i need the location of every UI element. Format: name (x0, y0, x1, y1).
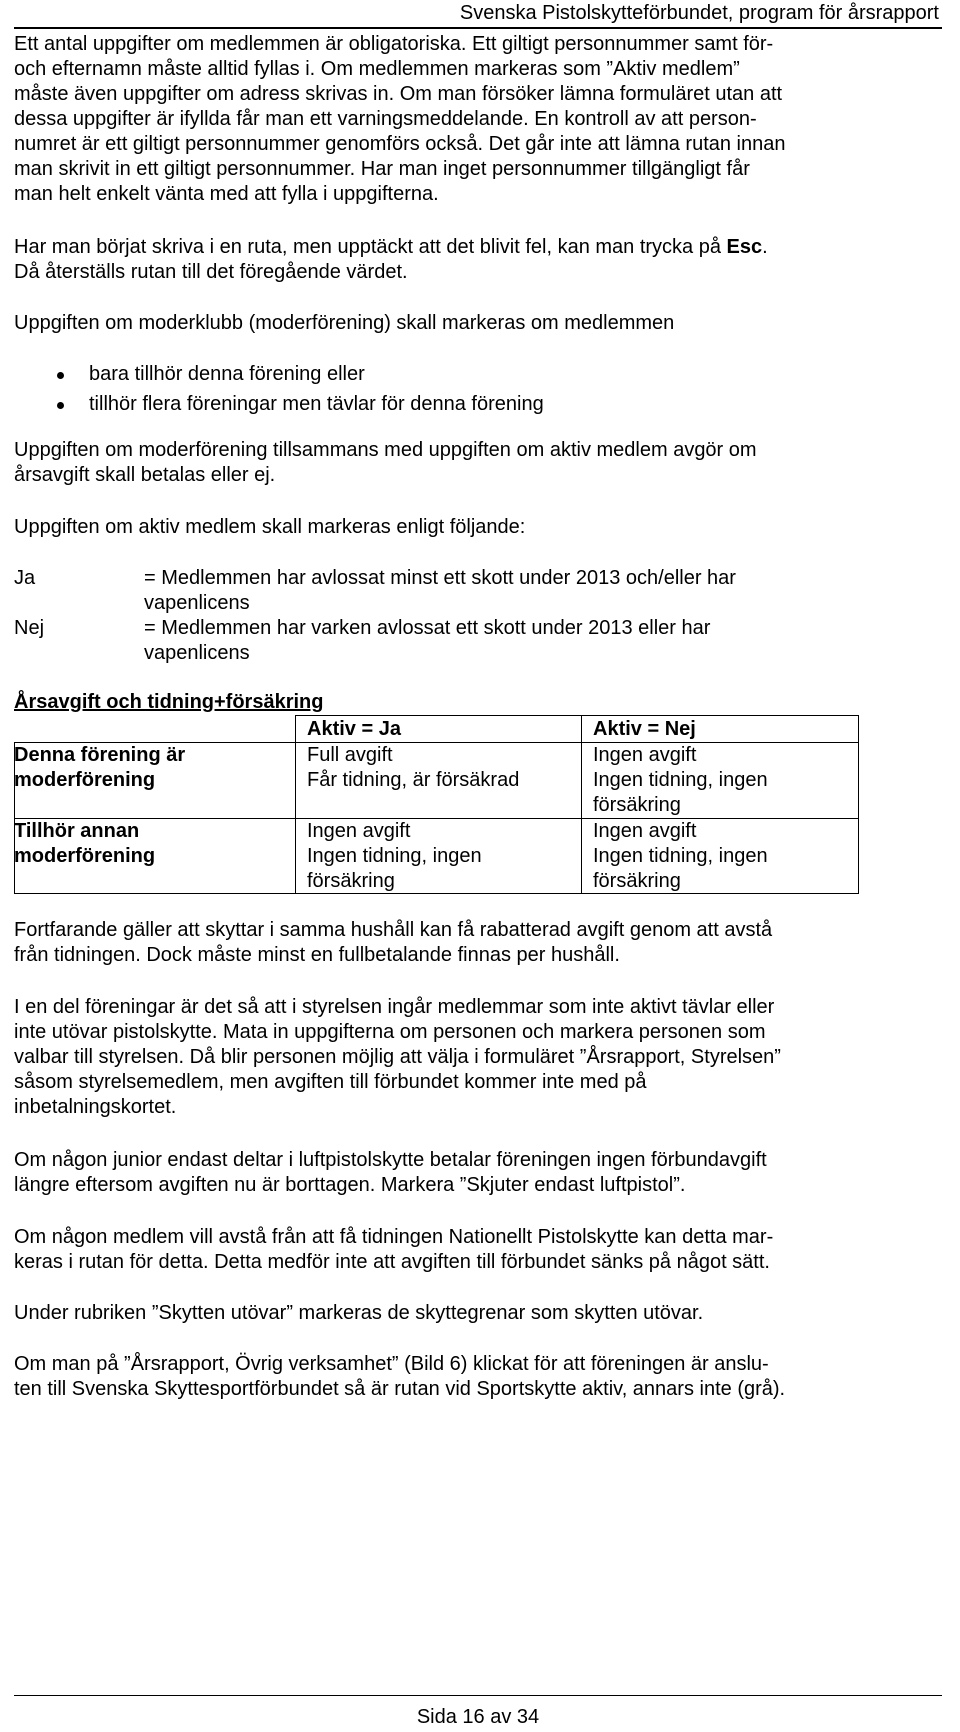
text-line: årsavgift skall betalas eller ej. (14, 464, 276, 486)
text-line: Tillhör annan (14, 820, 140, 842)
fee-table-title: Årsavgift och tidning+försäkring (14, 691, 324, 713)
table-cell (593, 743, 768, 818)
table-rule (295, 715, 859, 716)
esc-paragraph (14, 235, 940, 285)
definition-row (14, 616, 940, 666)
text-line: Ingen tidning, ingen (593, 769, 768, 791)
text-line: från tidningen. Dock måste minst en fullbetalande finnas per hushåll. (14, 944, 620, 966)
text-line: vapenlicens (144, 642, 250, 664)
text-line: Ingen avgift (307, 820, 411, 842)
text-line: numret är ett giltigt personnummer genomförs också. Det går inte att lämna rutan innan (14, 133, 786, 155)
list-item (14, 392, 940, 422)
styrelse-paragraph (14, 995, 940, 1120)
definition-term: Nej (14, 617, 45, 639)
text-line: ten till Svenska Skyttesportförbundet så är rutan vid Sportskytte aktiv, annars inte (grå). (14, 1378, 786, 1400)
text-line: = Medlemmen har avlossat minst ett skott under 2013 och/eller har (144, 567, 736, 589)
text-line: Uppgiften om moderförening tillsammans med uppgiften om aktiv medlem avgör om (14, 439, 757, 461)
hushall-paragraph (14, 918, 940, 968)
text-line: dessa uppgifter är ifyllda får man ett varningsmeddelande. En kontroll av att person- (14, 108, 757, 130)
definition-description (144, 566, 844, 616)
text-line: Om man på ”Årsrapport, Övrig verksamhet” (Bild 6) klickat för att föreningen är anslu- (14, 1353, 769, 1375)
header-title: Svenska Pistolskytteförbundet, program för årsrapport (459, 2, 939, 24)
text-line: keras i rutan för detta. Detta medför inte att avgiften till förbundet sänks på något sätt. (14, 1251, 770, 1273)
text-line: försäkring (593, 794, 681, 816)
list-item (14, 362, 940, 392)
row-label (14, 819, 155, 869)
text-line: Full avgift (307, 744, 393, 766)
text-line: Uppgiften om moderklubb (moderförening) skall markeras om medlemmen (14, 312, 675, 334)
table-rule (581, 715, 582, 894)
text-line: man helt enkelt vänta med att fylla i uppgifterna. (14, 183, 439, 205)
table-rule (295, 715, 296, 894)
page-header (14, 0, 942, 29)
definition-description (144, 616, 844, 666)
junior-paragraph (14, 1148, 940, 1198)
text-line: Ingen avgift (593, 744, 697, 766)
text-line: Uppgiften om aktiv medlem skall markeras enligt följande: (14, 516, 526, 538)
sportskytte-paragraph (14, 1352, 940, 1402)
text-span: Har man börjat skriva i en ruta, men upptäckt att det blivit fel, kan man trycka på (14, 236, 727, 258)
text-line (14, 235, 940, 260)
text-span: . (762, 236, 768, 258)
text-line: Fortfarande gäller att skyttar i samma hushåll kan få rabatterad avgift genom att avstå (14, 919, 773, 941)
bullet-icon (57, 372, 64, 379)
text-line: = Medlemmen har varken avlossat ett skott under 2013 eller har (144, 617, 711, 639)
text-line: Om någon medlem vill avstå från att få tidningen Nationellt Pistolskytte kan detta mar- (14, 1226, 774, 1248)
text-line: längre eftersom avgiften nu är borttagen. Markera ”Skjuter endast luftpistol”. (14, 1174, 686, 1196)
page-footer (14, 1695, 942, 1732)
text-line: försäkring (593, 870, 681, 892)
table-cell (307, 819, 482, 894)
text-line: Då återställs rutan till det föregående värdet. (14, 261, 408, 283)
text-line: inte utövar pistolskytte. Mata in uppgifterna om personen och markera personen som (14, 1021, 766, 1043)
text-line: måste även uppgifter om adress skrivas in. Om man försöker lämna formuläret utan att (14, 83, 783, 105)
bullet-list (14, 362, 940, 422)
skytten-utovar-paragraph (14, 1301, 940, 1326)
definition-list (14, 566, 940, 666)
text-line: Om någon junior endast deltar i luftpistolskytte betalar föreningen ingen förbundavgift (14, 1149, 767, 1171)
definition-term: Ja (14, 567, 36, 589)
column-header-aktiv-nej: Aktiv = Nej (593, 718, 696, 740)
text-line: I en del föreningar är det så att i styrelsen ingår medlemmar som inte aktivt tävlar eller (14, 996, 775, 1018)
text-line: Under rubriken ”Skytten utövar” markeras de skyttegrenar som skytten utövar. (14, 1302, 704, 1324)
table-cell (307, 743, 519, 793)
definition-row (14, 566, 940, 616)
text-line: man skrivit in ett giltigt personnummer. Har man inget personnummer tillgängligt får (14, 158, 750, 180)
text-line: Ingen avgift (593, 820, 697, 842)
intro-paragraph (14, 32, 940, 207)
text-line: såsom styrelsemedlem, men avgiften till förbundet kommer inte med på (14, 1071, 647, 1093)
page-number: Sida 16 av 34 (416, 1706, 540, 1728)
tidning-paragraph (14, 1225, 940, 1275)
text-line: Denna förening är (14, 744, 186, 766)
table-cell (593, 819, 768, 894)
text-line: försäkring (307, 870, 395, 892)
aktiv-intro (14, 515, 940, 540)
column-header-aktiv-ja: Aktiv = Ja (307, 718, 401, 740)
table-rule (858, 715, 859, 894)
text-line: och efternamn måste alltid fyllas i. Om medlemmen markeras som ”Aktiv medlem” (14, 58, 740, 80)
text-line: Får tidning, är försäkrad (307, 769, 520, 791)
text-line: Ingen tidning, ingen (307, 845, 482, 867)
text-line: Ingen tidning, ingen (593, 845, 768, 867)
text-line: inbetalningskortet. (14, 1096, 177, 1118)
bullet-icon (57, 402, 64, 409)
moderklubb-intro (14, 311, 940, 336)
text-line: moderförening (14, 845, 156, 867)
list-item-text: bara tillhör denna förening eller (89, 363, 365, 385)
text-line: valbar till styrelsen. Då blir personen möjlig att välja i formuläret ”Årsrapport, Styrelsen” (14, 1046, 781, 1068)
moderforening-paragraph (14, 438, 940, 488)
row-label (14, 743, 185, 793)
text-line: Ett antal uppgifter om medlemmen är obligatoriska. Ett giltigt personnummer samt för- (14, 33, 774, 55)
list-item-text: tillhör flera föreningar men tävlar för denna förening (89, 393, 544, 415)
text-line: moderförening (14, 769, 156, 791)
esc-key-label: Esc (726, 236, 763, 258)
text-line: vapenlicens (144, 592, 250, 614)
